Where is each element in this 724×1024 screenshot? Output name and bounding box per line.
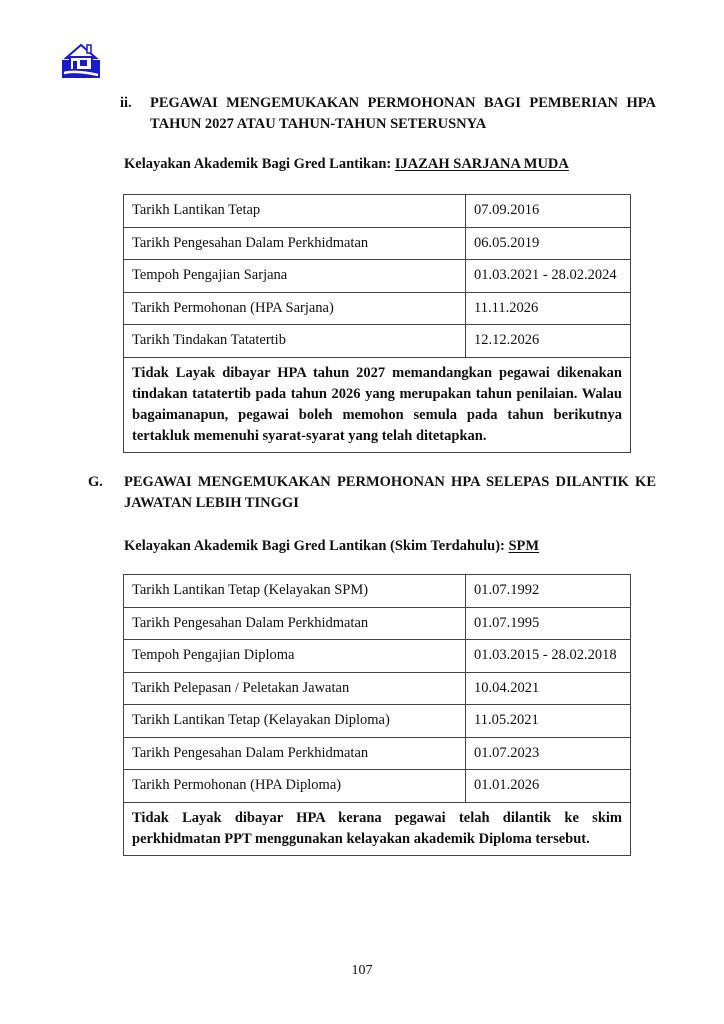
row-value: 11.05.2021 — [466, 705, 631, 738]
row-label: Tarikh Lantikan Tetap (Kelayakan SPM) — [124, 575, 466, 608]
qualification-value: IJAZAH SARJANA MUDA — [394, 156, 569, 172]
section-ii-number: ii. — [120, 95, 132, 111]
row-value: 11.11.2026 — [466, 292, 631, 325]
table-note-row — [124, 357, 631, 452]
qualification-label: Kelayakan Akademik Bagi Gred Lantikan: — [124, 156, 395, 172]
section-g-title: PEGAWAI MENGEMUKAKAN PERMOHONAN HPA SELEPAS DILANTIK KE JAWATAN LEBIH TINGGI — [124, 474, 656, 511]
page-number: 107 — [351, 963, 373, 978]
row-value: 10.04.2021 — [466, 672, 631, 705]
table-row — [124, 325, 631, 358]
table-row — [124, 575, 631, 608]
row-value: 01.07.2023 — [466, 737, 631, 770]
table-row — [124, 737, 631, 770]
row-value: 01.07.1995 — [466, 607, 631, 640]
table-row — [124, 672, 631, 705]
section-g-heading — [88, 472, 656, 514]
row-label: Tarikh Permohonan (HPA Diploma) — [124, 770, 466, 803]
table-note-row — [124, 802, 631, 855]
table-row — [124, 260, 631, 293]
qualification-label: Kelayakan Akademik Bagi Gred Lantikan (Skim Terdahulu): — [124, 538, 509, 554]
section-ii-heading — [120, 93, 656, 135]
table-row — [124, 770, 631, 803]
section-ii-title: PEGAWAI MENGEMUKAKAN PERMOHONAN BAGI PEMBERIAN HPA TAHUN 2027 ATAU TAHUN-TAHUN SETERUSNYA — [150, 95, 656, 132]
row-label: Tarikh Lantikan Tetap (Kelayakan Diploma) — [124, 705, 466, 738]
table-row — [124, 292, 631, 325]
eligibility-note: Tidak Layak dibayar HPA kerana pegawai telah dilantik ke skim perkhidmatan PPT menggunakan kelayakan akademik Diploma tersebut. — [124, 802, 631, 855]
house-logo-icon — [58, 40, 104, 80]
row-label: Tarikh Pengesahan Dalam Perkhidmatan — [124, 607, 466, 640]
table-row — [124, 640, 631, 673]
section-g-number: G. — [88, 474, 103, 490]
row-value: 07.09.2016 — [466, 195, 631, 228]
table-row — [124, 195, 631, 228]
row-label: Tarikh Pengesahan Dalam Perkhidmatan — [124, 227, 466, 260]
section-ii-table — [123, 194, 631, 453]
section-ii-qualification — [124, 154, 569, 174]
table-row — [124, 227, 631, 260]
row-label: Tarikh Tindakan Tatatertib — [124, 325, 466, 358]
row-label: Tarikh Pengesahan Dalam Perkhidmatan — [124, 737, 466, 770]
row-value: 06.05.2019 — [466, 227, 631, 260]
row-value: 01.03.2021 - 28.02.2024 — [466, 260, 631, 293]
qualification-value: SPM — [508, 538, 540, 554]
row-value: 01.07.1992 — [466, 575, 631, 608]
section-g-qualification — [124, 536, 539, 556]
row-label: Tempoh Pengajian Diploma — [124, 640, 466, 673]
row-label: Tarikh Lantikan Tetap — [124, 195, 466, 228]
row-label: Tarikh Permohonan (HPA Sarjana) — [124, 292, 466, 325]
row-value: 01.01.2026 — [466, 770, 631, 803]
row-label: Tarikh Pelepasan / Peletakan Jawatan — [124, 672, 466, 705]
eligibility-note: Tidak Layak dibayar HPA tahun 2027 memandangkan pegawai dikenakan tindakan tatatertib pada tahun 2026 yang merupakan tahun penilaian. Walau bagaimanapun, pegawai boleh memohon semula pada tahun berikutnya tertakluk memenuhi syarat-syarat yang telah ditetapkan. — [124, 357, 631, 452]
row-label: Tempoh Pengajian Sarjana — [124, 260, 466, 293]
section-g-table — [123, 574, 631, 856]
row-value: 01.03.2015 - 28.02.2018 — [466, 640, 631, 673]
table-row — [124, 705, 631, 738]
table-row — [124, 607, 631, 640]
row-value: 12.12.2026 — [466, 325, 631, 358]
